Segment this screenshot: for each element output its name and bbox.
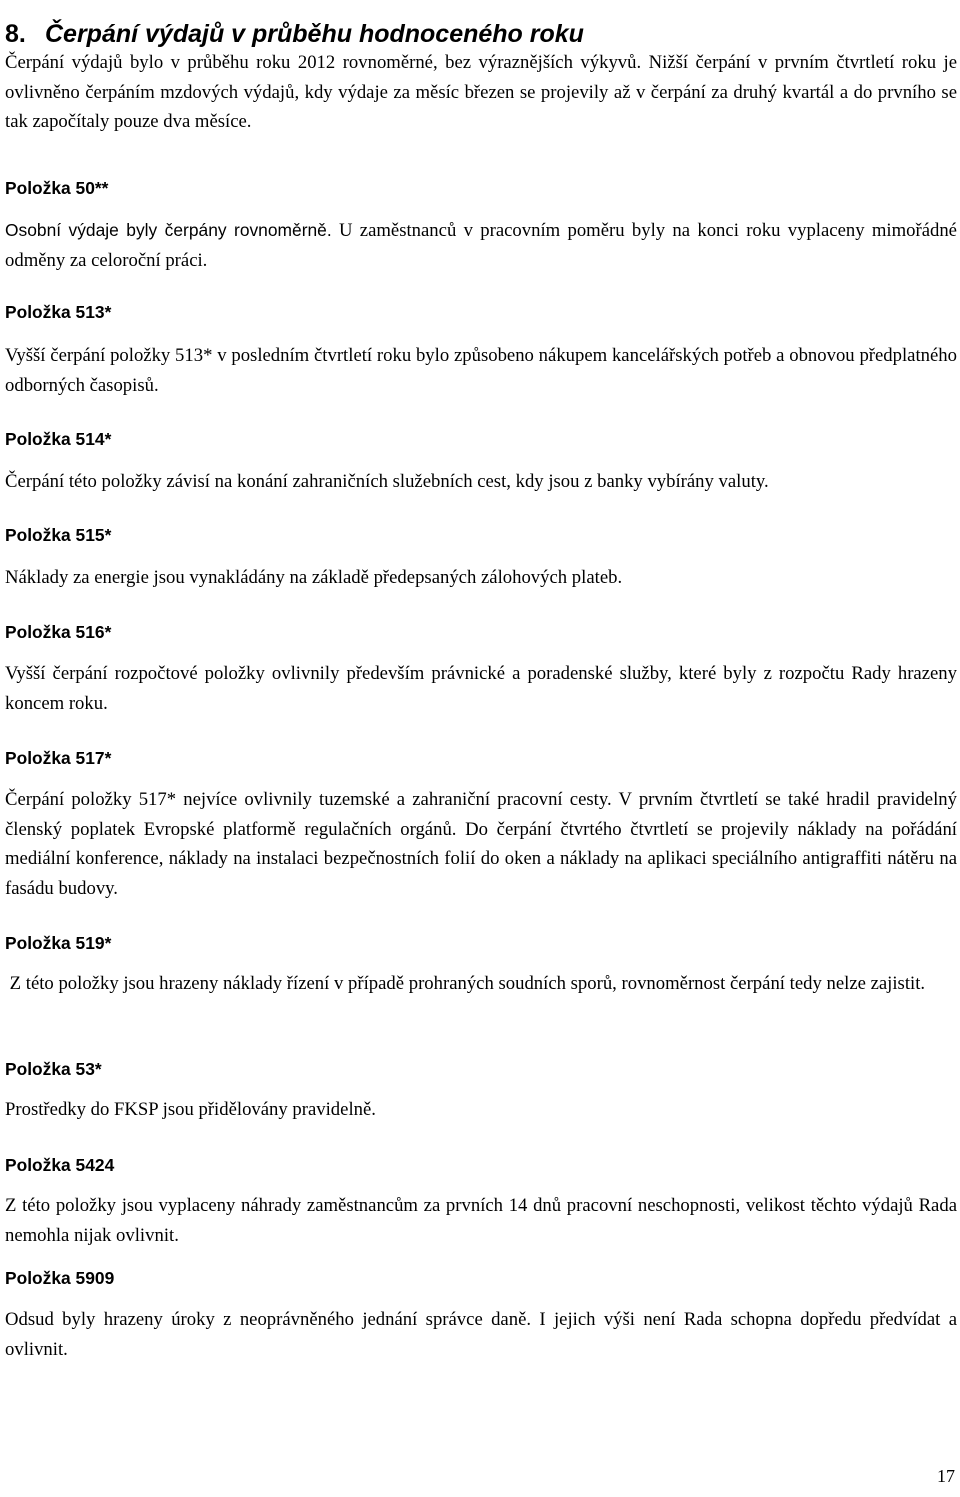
item-text-5909: Odsud byly hrazeny úroky z neoprávněného jednání správce daně. I jejich výši není Rada schopna dopředu předvídat a ovlivnit. — [5, 1309, 957, 1360]
section-number: 8. — [5, 19, 26, 48]
item-title-516: Položka 516* — [5, 622, 112, 642]
item-text-513: Vyšší čerpání položky 513* v posledním čtvrtletí roku bylo způsobeno nákupem kancelářských potřeb a obnovou předplatného odborných časopisů. — [5, 345, 957, 396]
section-title: Čerpání výdajů v průběhu hodnoceného roku — [45, 19, 584, 48]
item-text-515: Náklady za energie jsou vynakládány na základě předepsaných zálohových plateb. — [5, 567, 623, 588]
item-title-5909: Položka 5909 — [5, 1268, 115, 1288]
item-text-514: Čerpání této položky závisí na konání zahraničních služebních cest, kdy jsou z banky vybírány valuty. — [5, 471, 769, 492]
intro-paragraph: Čerpání výdajů bylo v průběhu roku 2012 rovnoměrné, bez výraznějších výkyvů. Nižší čerpání v prvním čtvrtletí roku je ovlivněno čerpáním mzdových výdajů, kdy výdaje za měsíc březen se projevily až v čerpání za druhý kvartál a do prvního se tak započítaly pouze dva měsíce. — [5, 52, 957, 133]
section-heading — [5, 19, 584, 49]
item-text-5424: Z této položky jsou vyplaceny náhrady zaměstnancům za prvních 14 dnů pracovní neschopnosti, velikost těchto výdajů Rada nemohla nijak ovlivnit. — [5, 1195, 957, 1246]
item-text-519: Z této položky jsou hrazeny náklady řízení v případě prohraných soudních sporů, rovnoměrnost čerpání tedy nelze zajistit. — [5, 973, 926, 994]
item-title-50: Položka 50** — [5, 178, 109, 198]
item-title-515: Položka 515* — [5, 525, 112, 545]
item-title-519: Položka 519* — [5, 933, 112, 953]
page-number: 17 — [937, 1466, 955, 1486]
item-title-514: Položka 514* — [5, 429, 112, 449]
item-title-5424: Položka 5424 — [5, 1155, 115, 1175]
item-text-50-rest: U zaměstnanců v pracovním poměru byly na konci roku vyplaceny mimořádné odměny za celoroční práci. — [5, 220, 957, 271]
item-text-53: Prostředky do FKSP jsou přidělovány pravidelně. — [5, 1099, 376, 1120]
item-title-517: Položka 517* — [5, 748, 112, 768]
item-text-516: Vyšší čerpání rozpočtové položky ovlivnily především právnické a poradenské služby, které byly z rozpočtu Rady hrazeny koncem roku. — [5, 663, 957, 714]
item-title-513: Položka 513* — [5, 302, 112, 322]
item-title-53: Položka 53* — [5, 1059, 102, 1079]
item-text-50 — [5, 216, 957, 275]
item-text-50-lead: Osobní výdaje byly čerpány rovnoměrně. — [5, 220, 332, 240]
item-text-517: Čerpání položky 517* nejvíce ovlivnily tuzemské a zahraniční pracovní cesty. V prvním čtvrtletí se také hradil pravidelný členský poplatek Evropské platformě regulačních orgánů. Do čerpání čtvrtého čtvrtletí se projevily náklady na pořádání mediální konference, náklady na instalaci bezpečnostních folií do oken a náklady na aplikaci speciálního antigraffiti nátěru na fasádu budovy. — [5, 789, 957, 899]
